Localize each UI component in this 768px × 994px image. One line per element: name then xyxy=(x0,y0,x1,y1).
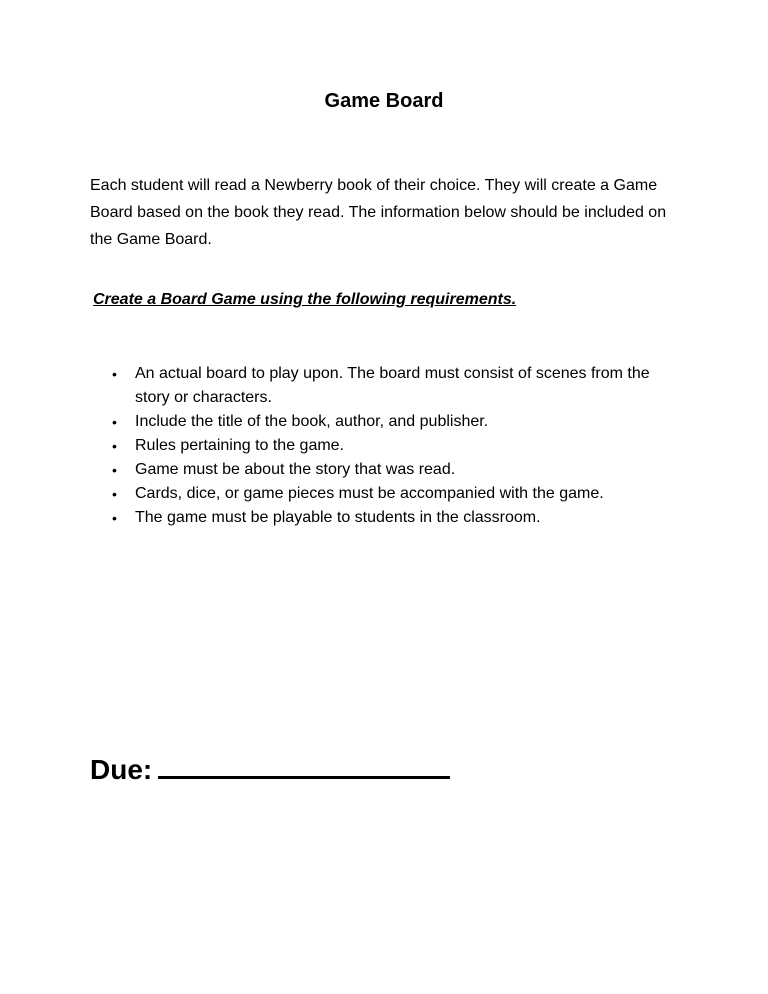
list-item xyxy=(0,506,675,530)
list-item xyxy=(0,362,675,410)
due-label: Due: xyxy=(90,754,153,785)
bullet-icon: • xyxy=(112,462,117,478)
requirement-text: Cards, dice, or game pieces must be accompanied with the game. xyxy=(135,485,604,502)
document-title: Game Board xyxy=(324,90,444,112)
intro-paragraph: Each student will read a Newberry book of their choice. They will create a Game Board based on the book they read. The information below should be included on the Game Board. xyxy=(90,177,667,248)
list-item xyxy=(0,410,675,434)
requirement-text: Include the title of the book, author, and publisher. xyxy=(135,413,489,430)
bullet-icon: • xyxy=(112,438,117,454)
due-blank-line xyxy=(158,752,450,779)
due-date-field xyxy=(90,752,450,786)
requirement-text: An actual board to play upon. The board must consist of scenes from the story or characters. xyxy=(135,365,650,406)
requirements-heading: Create a Board Game using the following requirements. xyxy=(93,291,517,308)
bullet-icon: • xyxy=(112,510,117,526)
bullet-icon: • xyxy=(112,486,117,502)
requirement-text: Rules pertaining to the game. xyxy=(135,437,345,454)
requirements-list xyxy=(0,362,768,530)
requirement-text: Game must be about the story that was read. xyxy=(135,461,456,478)
bullet-icon: • xyxy=(112,414,117,430)
list-item xyxy=(0,458,675,482)
list-item xyxy=(0,482,675,506)
requirement-text: The game must be playable to students in the classroom. xyxy=(135,509,541,526)
list-item xyxy=(0,434,675,458)
bullet-icon: • xyxy=(112,366,117,382)
